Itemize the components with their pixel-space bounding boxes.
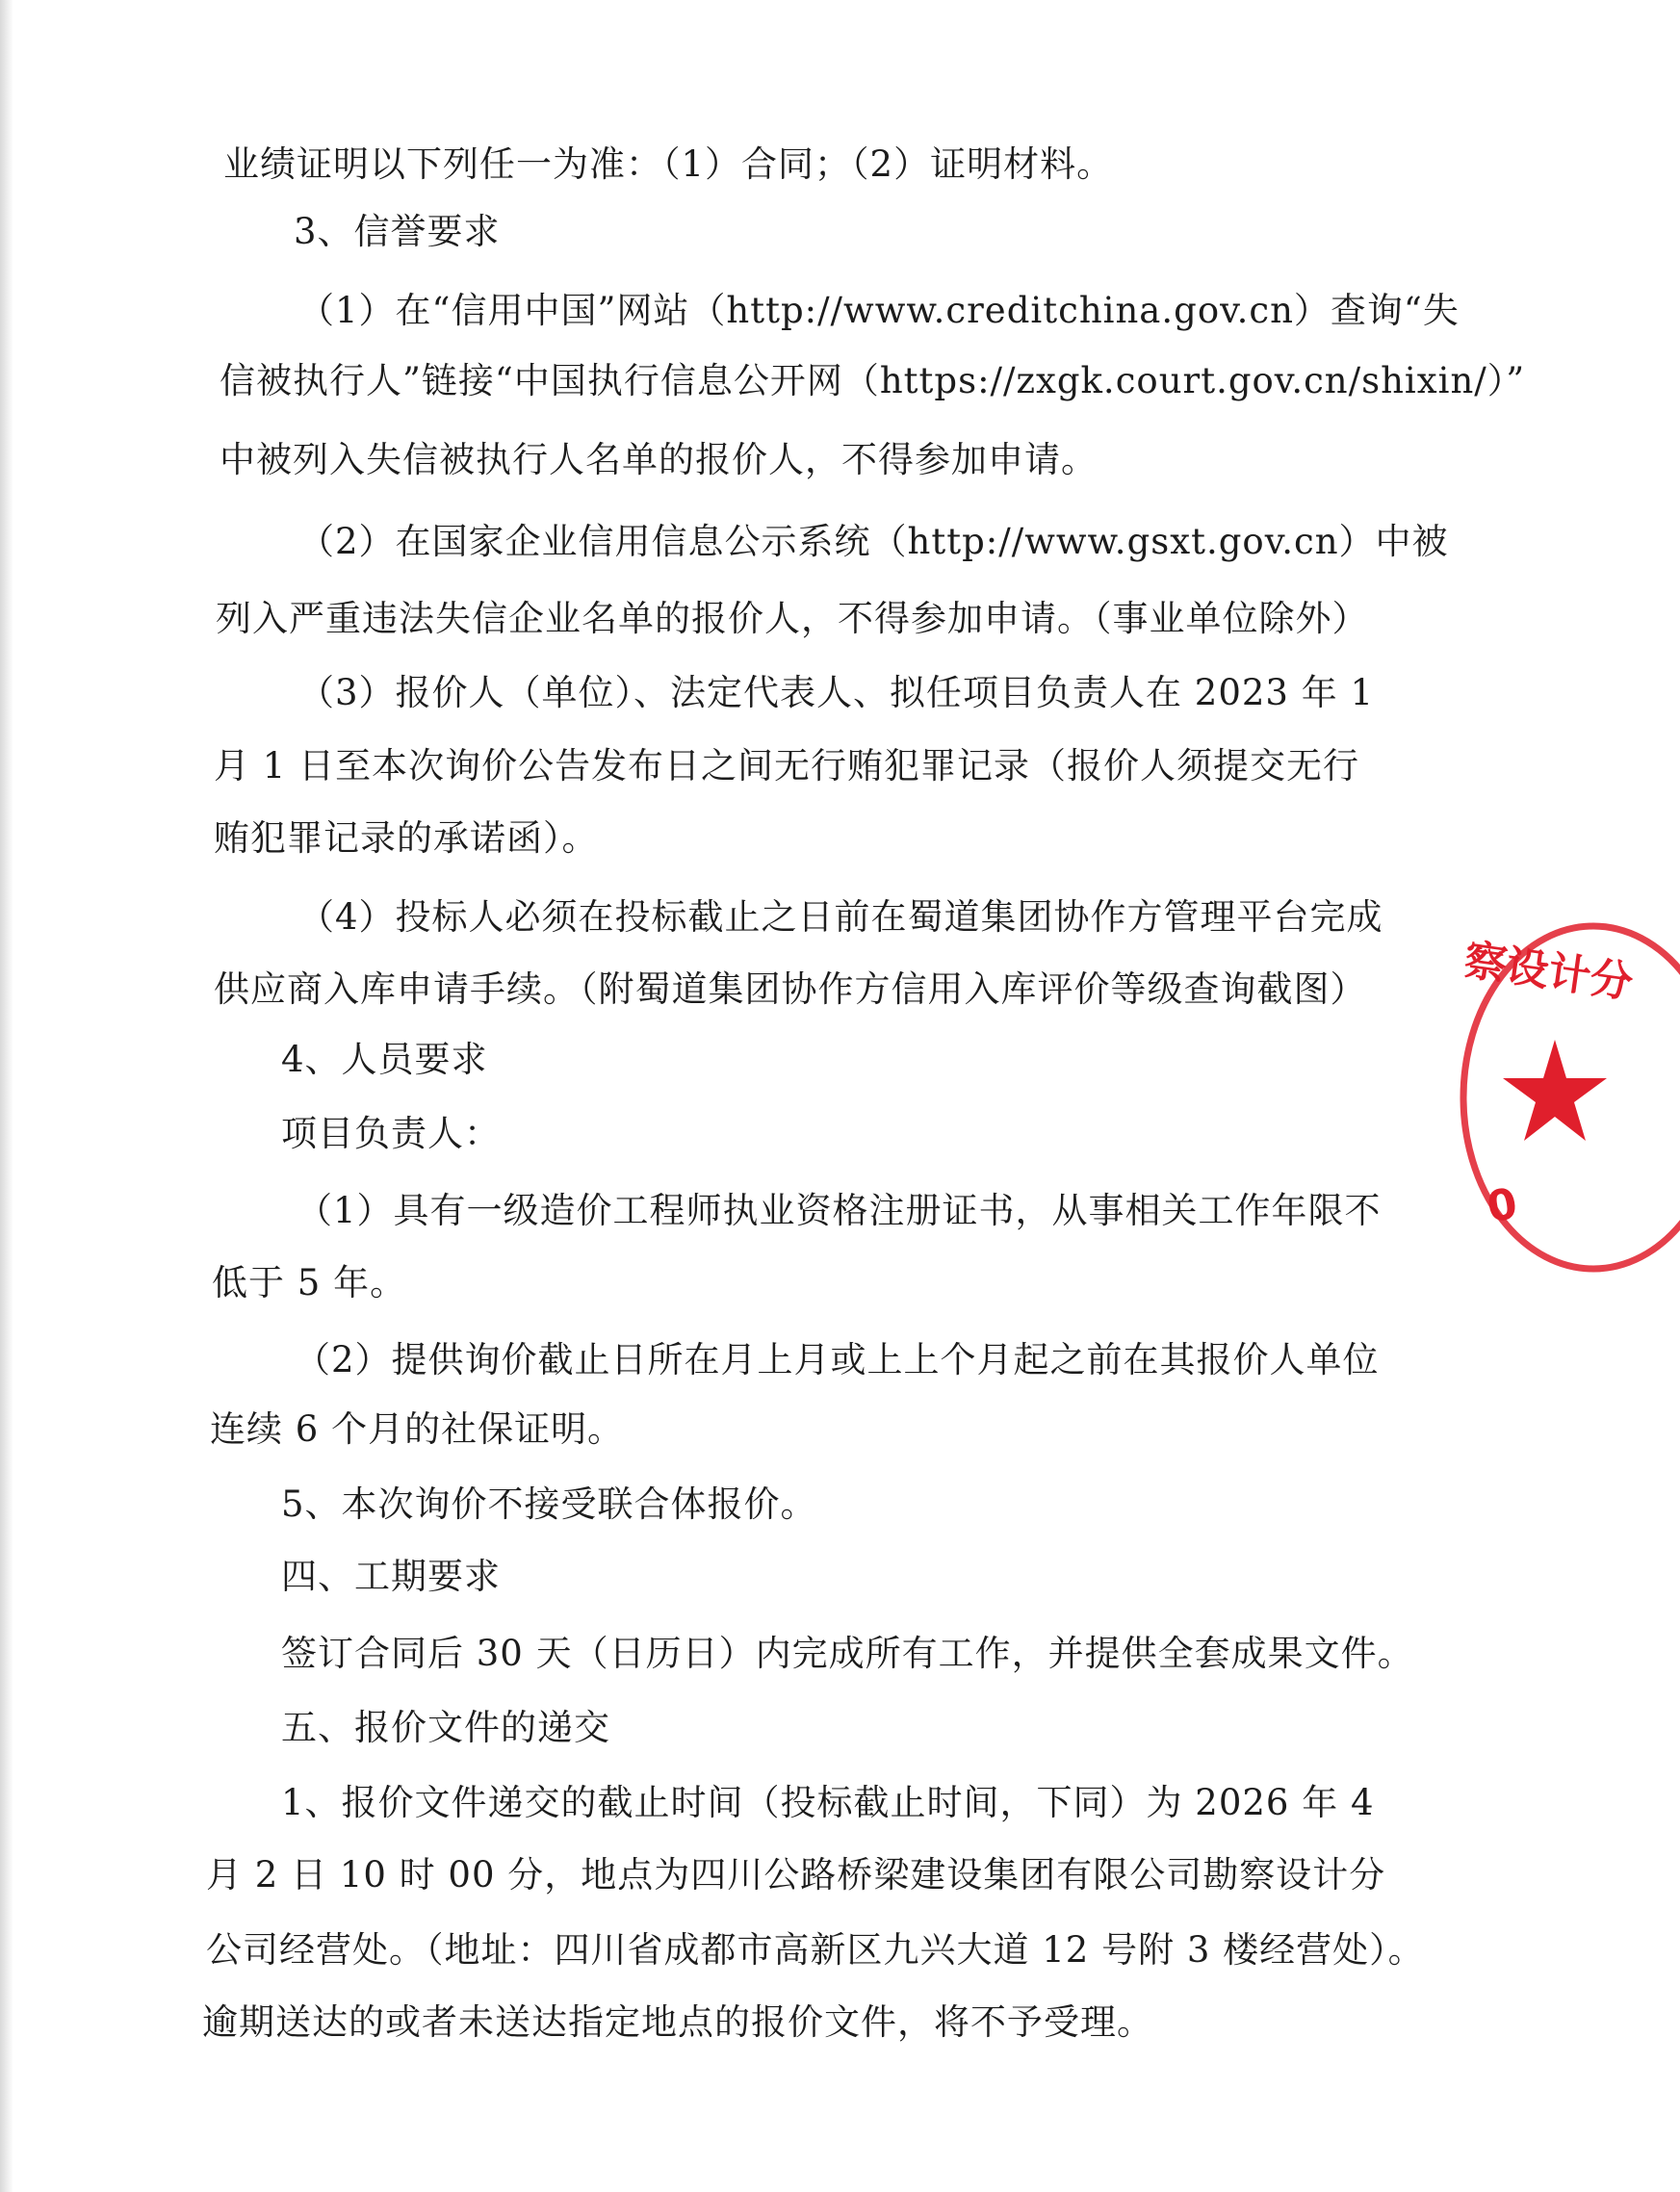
section-heading: 四、工期要求 (281, 1556, 501, 1597)
text-line: 中被列入失信被执行人名单的报价人，不得参加申请。 (220, 439, 1098, 480)
seal-text-top: 察设计分 (1460, 935, 1637, 1008)
text-line: 项目负责人： (281, 1113, 501, 1154)
text-line: 列入严重违法失信企业名单的报价人，不得参加申请。（事业单位除外） (216, 598, 1369, 639)
section-heading: 五、报价文件的递交 (281, 1707, 610, 1748)
text-line: 月 1 日至本次询价公告发布日之间无行贿犯罪记录（报价人须提交无行 (214, 745, 1360, 787)
text-line: 5、本次询价不接受联合体报价。 (281, 1483, 817, 1525)
text-line: 签订合同后 30 天（日历日）内完成所有工作，并提供全套成果文件。 (281, 1633, 1414, 1674)
section-heading: 3、信誉要求 (294, 211, 501, 252)
text-line: 贿犯罪记录的承诺函）。 (214, 817, 599, 859)
text-line: （1）具有一级造价工程师执业资格注册证书，从事相关工作年限不 (297, 1190, 1382, 1231)
official-seal-stamp (1449, 919, 1680, 1276)
text-line: （2）在国家企业信用信息公示系统（http://www.gsxt.gov.cn）中被 (298, 521, 1449, 562)
text-line: 逾期送达的或者未送达指定地点的报价文件，将不予受理。 (202, 2001, 1153, 2043)
text-line: （4）投标人必须在投标截止之日前在蜀道集团协作方管理平台完成 (298, 896, 1383, 938)
text-line: 连续 6 个月的社保证明。 (210, 1408, 625, 1450)
seal-text-bottom: 0 (1483, 1178, 1521, 1233)
text-line: 业绩证明以下列任一为准：（1）合同；（2）证明材料。 (223, 143, 1114, 185)
text-line: 1、报价文件递交的截止时间（投标截止时间，下同）为 2026 年 4 (281, 1782, 1375, 1823)
text-line: 公司经营处。（地址：四川省成都市高新区九兴大道 12 号附 3 楼经营处）。 (206, 1929, 1425, 1971)
text-line: 供应商入库申请手续。（附蜀道集团协作方信用入库评价等级查询截图） (214, 968, 1367, 1010)
text-line: （2）提供询价截止日所在月上月或上上个月起之前在其报价人单位 (295, 1339, 1380, 1380)
text-line: 低于 5 年。 (212, 1262, 407, 1303)
text-line: （1）在“信用中国”网站（http://www.creditchina.gov.cn）查询“失 (298, 290, 1460, 331)
section-heading: 4、人员要求 (281, 1039, 488, 1080)
text-line: （3）报价人（单位）、法定代表人、拟任项目负责人在 2023 年 1 (298, 672, 1375, 713)
text-line: 信被执行人”链接“中国执行信息公开网（https://zxgk.court.gov.cn/shixin/）” (220, 360, 1526, 401)
text-line: 月 2 日 10 时 00 分，地点为四川公路桥梁建设集团有限公司勘察设计分 (206, 1854, 1386, 1895)
